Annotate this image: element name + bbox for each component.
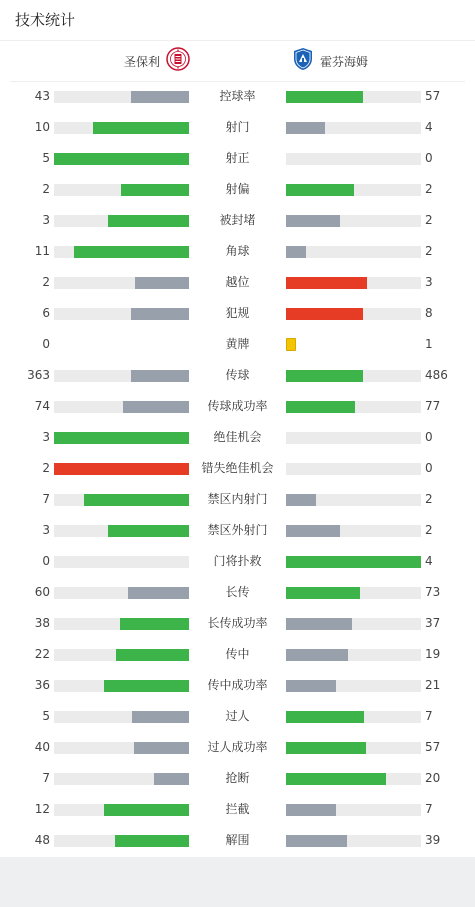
home-bar-fill [104, 680, 189, 692]
away-bar-fill [286, 804, 336, 816]
away-bar-track [286, 711, 421, 723]
home-bar-fill [132, 711, 189, 723]
away-bar-fill [286, 277, 367, 289]
stats-list [0, 81, 475, 856]
stat-label: 射门 [225, 120, 250, 134]
away-value: 0 [425, 151, 433, 165]
home-value: 3 [42, 430, 50, 444]
away-value: 2 [425, 244, 433, 258]
away-bar-track [286, 432, 421, 444]
yellow-card-icon [286, 338, 296, 351]
stat-row [0, 391, 475, 422]
home-bar-track [54, 308, 189, 320]
away-bar-track [286, 649, 421, 661]
home-bar-track [54, 587, 189, 599]
home-bar-fill [115, 835, 189, 847]
away-bar-track [286, 742, 421, 754]
stat-row [0, 236, 475, 267]
away-bar-track [286, 277, 421, 289]
away-value: 77 [425, 399, 441, 413]
away-bar-track [286, 308, 421, 320]
away-value: 4 [425, 120, 433, 134]
home-value: 5 [42, 709, 50, 723]
home-value: 10 [34, 120, 50, 134]
home-bar-track [54, 432, 189, 444]
stat-row [0, 732, 475, 763]
away-bar-track [286, 184, 421, 196]
stat-label: 被封堵 [219, 213, 256, 227]
away-value: 7 [425, 709, 433, 723]
stat-label: 长传 [225, 585, 250, 599]
away-bar-fill [286, 308, 363, 320]
away-value: 0 [425, 430, 433, 444]
home-bar-track [54, 463, 189, 475]
away-value: 20 [425, 771, 441, 785]
away-bar-fill [286, 184, 354, 196]
stat-label: 门将扑救 [213, 554, 262, 568]
away-team[interactable] [292, 49, 368, 73]
away-bar-track [286, 680, 421, 692]
away-bar-track [286, 370, 421, 382]
away-bar-fill [286, 680, 336, 692]
home-bar-fill [54, 463, 189, 475]
home-bar-track [54, 184, 189, 196]
stat-row [0, 453, 475, 484]
stat-row [0, 174, 475, 205]
stat-row [0, 670, 475, 701]
home-bar-fill [128, 587, 189, 599]
stat-row [0, 639, 475, 670]
home-bar-fill [74, 246, 189, 258]
home-value: 2 [42, 461, 50, 475]
home-bar-fill [131, 91, 189, 103]
away-team-name: 霍芬海姆 [320, 54, 369, 69]
away-value: 0 [425, 461, 433, 475]
stat-row [0, 515, 475, 546]
home-bar-track [54, 649, 189, 661]
home-bar-fill [84, 494, 189, 506]
home-bar-track [54, 680, 189, 692]
home-bar-track [54, 401, 189, 413]
stat-row [0, 143, 475, 174]
home-value: 6 [42, 306, 50, 320]
stat-label: 越位 [225, 275, 250, 289]
home-bar-track [54, 91, 189, 103]
st-pauli-crest-icon [166, 47, 190, 75]
stat-row [0, 112, 475, 143]
away-value: 486 [425, 368, 448, 382]
away-bar-fill [286, 587, 360, 599]
home-value: 60 [34, 585, 50, 599]
away-value: 2 [425, 492, 433, 506]
stat-label: 解围 [225, 833, 250, 847]
stat-row [0, 763, 475, 794]
home-bar-track [54, 556, 189, 568]
stat-label: 过人成功率 [207, 740, 268, 754]
home-value: 0 [42, 337, 50, 351]
stat-label: 射正 [225, 151, 250, 165]
stat-label: 过人 [225, 709, 250, 723]
away-bar-fill [286, 711, 364, 723]
home-bar-track [54, 370, 189, 382]
home-bar-fill [135, 277, 189, 289]
stat-label: 禁区内射门 [207, 492, 268, 506]
away-value: 2 [425, 523, 433, 537]
away-bar-track [286, 215, 421, 227]
home-value: 12 [34, 802, 50, 816]
away-value: 57 [425, 740, 441, 754]
stat-row [0, 267, 475, 298]
stat-label: 犯规 [225, 306, 250, 320]
away-bar-fill [286, 556, 421, 568]
home-bar-fill [120, 618, 189, 630]
stat-label: 抢断 [225, 771, 250, 785]
home-bar-fill [93, 122, 189, 134]
away-value: 21 [425, 678, 441, 692]
away-bar-track [286, 401, 421, 413]
away-bar-fill [286, 122, 325, 134]
away-value: 73 [425, 585, 441, 599]
home-bar-track [54, 525, 189, 537]
away-bar-track [286, 122, 421, 134]
home-bar-fill [54, 432, 189, 444]
away-bar-fill [286, 835, 347, 847]
home-value: 48 [34, 833, 50, 847]
stat-row [0, 794, 475, 825]
home-value: 11 [34, 244, 50, 258]
away-bar-fill [286, 91, 363, 103]
home-bar-fill [116, 649, 189, 661]
away-value: 19 [425, 647, 441, 661]
home-bar-track [54, 277, 189, 289]
home-value: 363 [27, 368, 50, 382]
home-bar-fill [131, 308, 189, 320]
home-value: 5 [42, 151, 50, 165]
stat-row [0, 329, 475, 360]
away-value: 4 [425, 554, 433, 568]
away-value: 2 [425, 213, 433, 227]
stat-row [0, 360, 475, 391]
home-value: 2 [42, 275, 50, 289]
stat-label: 禁区外射门 [207, 523, 268, 537]
home-value: 3 [42, 523, 50, 537]
teams-header [0, 41, 475, 81]
away-bar-track [286, 463, 421, 475]
away-value: 39 [425, 833, 441, 847]
home-value: 43 [34, 89, 50, 103]
away-bar-fill [286, 525, 340, 537]
stat-label: 长传成功率 [207, 616, 268, 630]
home-bar-fill [134, 742, 189, 754]
away-value: 1 [425, 337, 433, 351]
home-bar-fill [104, 804, 189, 816]
home-bar-track [54, 122, 189, 134]
stat-row [0, 546, 475, 577]
away-bar-track [286, 153, 421, 165]
home-value: 22 [34, 647, 50, 661]
away-bar-track [286, 587, 421, 599]
away-value: 57 [425, 89, 441, 103]
home-bar-track [54, 711, 189, 723]
stat-label: 绝佳机会 [213, 430, 262, 444]
home-value: 7 [42, 771, 50, 785]
home-value: 40 [34, 740, 50, 754]
away-value: 37 [425, 616, 441, 630]
stat-label: 传中 [225, 647, 250, 661]
home-bar-track [54, 494, 189, 506]
away-bar-track [286, 246, 421, 258]
home-bar-track [54, 742, 189, 754]
home-team-name: 圣保利 [123, 54, 160, 69]
home-bar-track [54, 835, 189, 847]
home-bar-fill [154, 773, 189, 785]
home-value: 0 [42, 554, 50, 568]
away-bar-fill [286, 618, 352, 630]
away-bar-fill [286, 742, 366, 754]
hoffenheim-crest-icon [292, 47, 314, 75]
away-bar-track [286, 804, 421, 816]
away-bar-fill [286, 370, 363, 382]
away-bar-track [286, 494, 421, 506]
away-bar-track [286, 618, 421, 630]
home-bar-fill [123, 401, 189, 413]
stat-label: 拦截 [225, 802, 250, 816]
stat-label: 传球成功率 [207, 399, 268, 413]
home-value: 74 [34, 399, 50, 413]
away-bar-fill [286, 215, 340, 227]
home-team[interactable] [124, 49, 190, 73]
home-bar-track [54, 215, 189, 227]
away-bar-fill [286, 246, 306, 258]
stat-row [0, 298, 475, 329]
away-bar-track [286, 773, 421, 785]
away-bar-fill [286, 649, 348, 661]
away-bar-track [286, 91, 421, 103]
home-bar-fill [121, 184, 189, 196]
away-bar-fill [286, 773, 386, 785]
stat-row [0, 81, 475, 112]
home-value: 2 [42, 182, 50, 196]
stat-row [0, 577, 475, 608]
stat-label: 控球率 [219, 89, 256, 103]
stat-label: 黄牌 [225, 337, 250, 351]
home-value: 3 [42, 213, 50, 227]
away-bar-track [286, 835, 421, 847]
away-bar-fill [286, 401, 355, 413]
stat-row [0, 701, 475, 732]
home-bar-fill [108, 525, 189, 537]
stat-label: 射偏 [225, 182, 250, 196]
stat-label: 传球 [225, 368, 250, 382]
home-bar-track [54, 618, 189, 630]
stat-row [0, 608, 475, 639]
away-value: 8 [425, 306, 433, 320]
stat-row [0, 422, 475, 453]
home-bar-track [54, 153, 189, 165]
stat-row [0, 825, 475, 856]
away-value: 2 [425, 182, 433, 196]
away-bar-track [286, 556, 421, 568]
home-bar-track [54, 804, 189, 816]
away-bar-fill [286, 494, 316, 506]
home-value: 38 [34, 616, 50, 630]
home-bar-track [54, 773, 189, 785]
away-bar-track [286, 525, 421, 537]
home-value: 36 [34, 678, 50, 692]
stat-row [0, 484, 475, 515]
stat-label: 角球 [225, 244, 250, 258]
stat-label: 传中成功率 [207, 678, 268, 692]
home-value: 7 [42, 492, 50, 506]
away-value: 7 [425, 802, 433, 816]
stat-row [0, 205, 475, 236]
home-bar-track [54, 246, 189, 258]
home-bar-fill [131, 370, 189, 382]
home-bar-fill [54, 153, 189, 165]
away-value: 3 [425, 275, 433, 289]
page-title: 技术统计 [15, 11, 76, 29]
home-bar-fill [108, 215, 189, 227]
stat-label: 错失绝佳机会 [201, 461, 274, 475]
